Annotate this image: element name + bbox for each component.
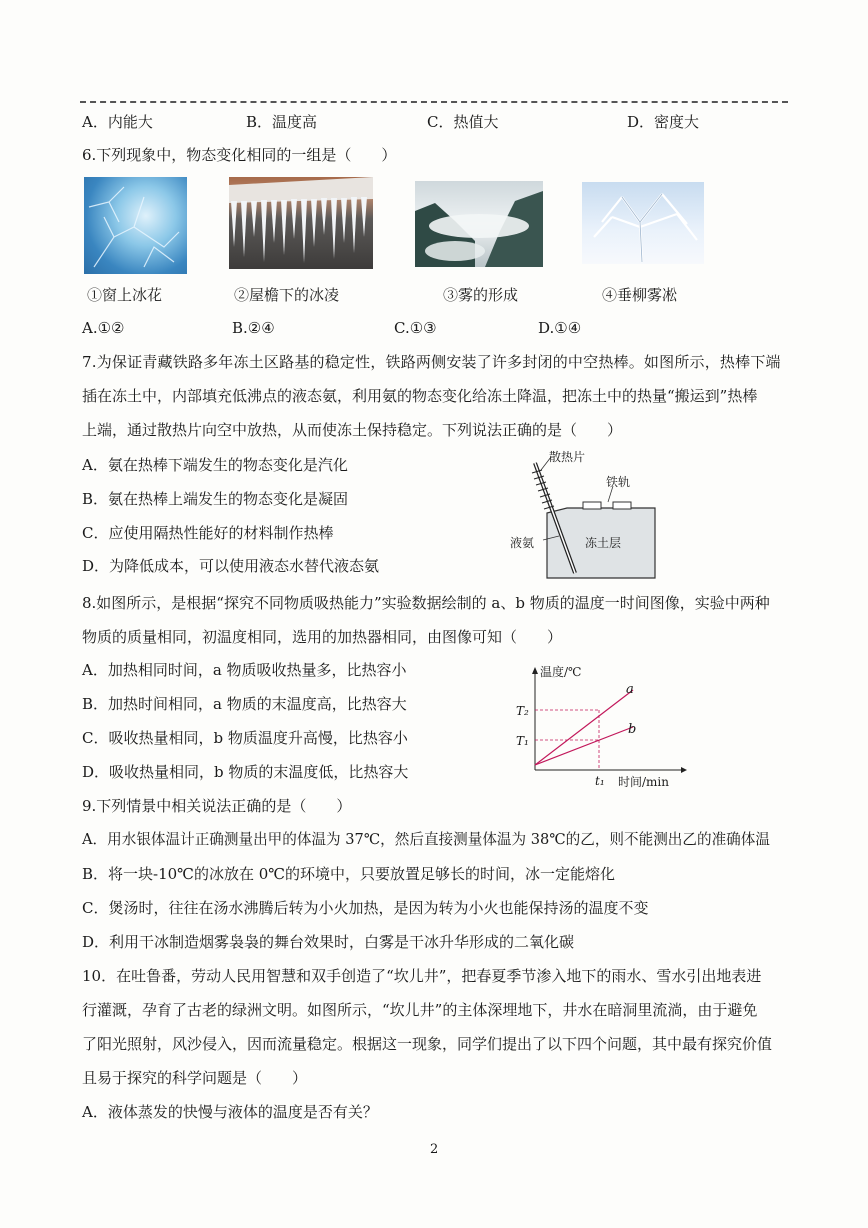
q6-option-c: C.①③: [394, 319, 437, 337]
q7-option-d: D．为降低成本，可以使用液态水替代液态氨: [82, 557, 380, 575]
q9-option-d: D．利用干冰制造烟雾袅袅的舞台效果时，白雾是干冰升华形成的二氧化碳: [82, 933, 575, 951]
graph-t1-label: T₁: [516, 734, 529, 748]
label-rail: 铁轨: [606, 475, 631, 489]
q9-option-a: A．用水银体温计正确测量出甲的体温为 37℃，然后直接测量体温为 38℃的乙，则不能测出乙的准确体温: [82, 831, 770, 848]
q7-stem-line-3: 上端，通过散热片向空中放热，从而使冻土保持稳定。下列说法正确的是（ ）: [82, 421, 623, 439]
icicles-image: [229, 177, 373, 269]
line-b: [535, 727, 633, 765]
q7-option-c: C．应使用隔热性能好的材料制作热棒: [82, 524, 334, 542]
q7-stem-line-2: 插在冻土中，内部填充低沸点的液态氨，利用氨的物态变化给冻土降温，把冻土中的热量“搬运到”热棒: [82, 387, 758, 405]
q7-stem-line-1: 7.为保证青藏铁路多年冻土区路基的稳定性，铁路两侧安装了许多封闭的中空热棒。如图所示，热棒下端: [82, 353, 781, 371]
q6-option-d: D.①④: [538, 319, 582, 337]
q6-option-b: B.②④: [232, 319, 275, 337]
q6-caption-3: ③雾的形成: [443, 286, 519, 304]
q10-stem-line-4: 且易于探究的科学问题是（ ）: [82, 1069, 308, 1087]
fog-image: [415, 181, 543, 267]
graph-t2-label: T₂: [516, 704, 529, 718]
q8-option-d: D．吸收热量相同，b 物质的末温度低，比热容大: [82, 763, 409, 781]
temp-time-graph: [505, 660, 695, 790]
page-number: 2: [430, 1142, 439, 1157]
graph-t1-time-label: t₁: [595, 774, 605, 788]
q8-stem-line-1: 8.如图所示，是根据“探究不同物质吸热能力”实验数据绘制的 a、b 物质的温度一时间图像，实验中两种: [82, 594, 770, 612]
q5-option-b: B．温度高: [246, 113, 318, 131]
q8-option-a: A．加热相同时间，a 物质吸收热量多，比热容小: [82, 661, 407, 679]
q10-option-a: A．液体蒸发的快慢与液体的温度是否有关？: [82, 1103, 378, 1121]
label-soil: 冻土层: [585, 536, 622, 550]
q10-stem-line-2: 行灌溉，孕育了古老的绿洲文明。如图所示，“坎儿井”的主体深埋地下，井水在暗洞里流淌，由于避免: [82, 1001, 758, 1019]
q9-stem: 9.下列情景中相关说法正确的是（ ）: [82, 797, 352, 815]
dashed-divider: [80, 101, 788, 103]
q5-option-d: D．密度大: [627, 113, 700, 131]
graph-ylabel: 温度/℃: [540, 665, 582, 679]
q6-caption-2: ②屋檐下的冰凌: [234, 286, 340, 304]
q9-option-c: C．煲汤时，往往在汤水沸腾后转为小火加热，是因为转为小火也能保持汤的温度不变: [82, 899, 649, 917]
q6-option-a: A.①②: [82, 319, 125, 337]
q8-option-b: B．加热时间相同，a 物质的末温度高，比热容大: [82, 695, 407, 713]
heat-pipe-figure: [505, 448, 665, 583]
q5-option-c: C．热值大: [427, 113, 499, 131]
q7-option-b: B．氨在热棒上端发生的物态变化是凝固: [82, 490, 349, 508]
window-frost-image: [84, 177, 187, 274]
q5-option-a: A．内能大: [82, 113, 153, 131]
graph-line-b-label: b: [628, 722, 637, 737]
label-fins: 散热片: [549, 450, 586, 464]
graph-xlabel: 时间/min: [618, 775, 669, 789]
q7-option-a: A．氨在热棒下端发生的物态变化是汽化: [82, 456, 348, 474]
label-ammonia: 液氨: [510, 536, 535, 550]
q9-option-b: B．将一块-10℃的冰放在 0℃的环境中，只要放置足够长的时间，冰一定能熔化: [82, 865, 616, 883]
q8-option-c: C．吸收热量相同，b 物质温度升高慢，比热容小: [82, 729, 408, 747]
q6-caption-1: ①窗上冰花: [87, 286, 163, 304]
q8-stem-line-2: 物质的质量相同，初温度相同，选用的加热器相同，由图像可知（ ）: [82, 628, 563, 646]
q10-stem-line-1: 10．在吐鲁番，劳动人民用智慧和双手创造了“坎儿井”，把春夏季节渗入地下的雨水、雪水引出地表进: [82, 967, 762, 985]
graph-line-a-label: a: [626, 682, 634, 697]
line-a: [535, 690, 633, 765]
q6-stem: 6.下列现象中，物态变化相同的一组是（ ）: [82, 146, 397, 164]
q10-stem-line-3: 了阳光照射，风沙侵入，因而流量稳定。根据这一现象，同学们提出了以下四个问题，其中最有探究价值: [82, 1035, 773, 1053]
rime-willow-image: [582, 182, 704, 264]
q6-caption-4: ④垂柳雾凇: [602, 286, 678, 304]
